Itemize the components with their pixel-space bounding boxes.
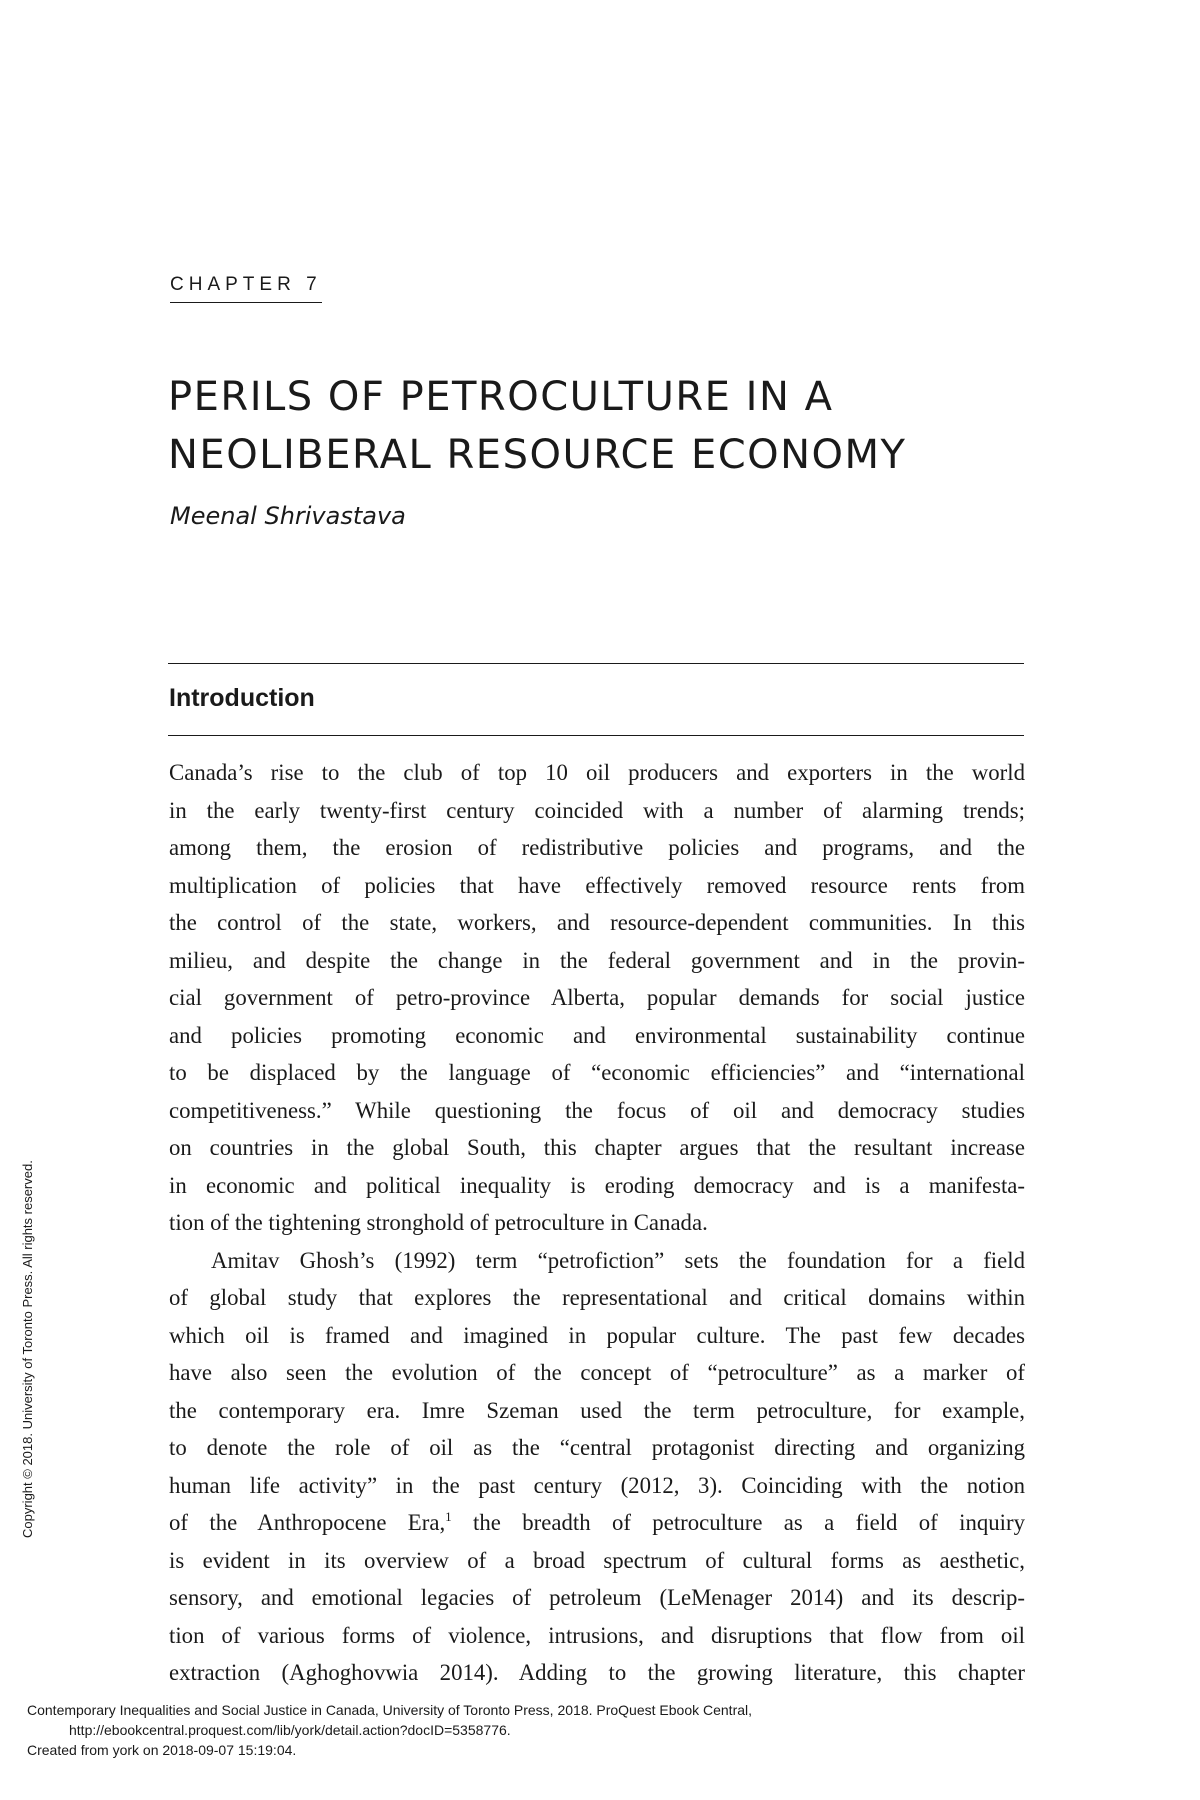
text-line: to be displaced by the language of “economic efficiencies” and “international (169, 1060, 1025, 1085)
text-line: to denote the role of oil as the “central protagonist directing and organizing (169, 1435, 1025, 1460)
chapter-title-line: NEOLIBERAL RESOURCE ECONOMY (168, 432, 907, 478)
text-line: the contemporary era. Imre Szeman used the term petroculture, for example, (169, 1397, 1025, 1423)
footer-created: Created from york on 2018-09-07 15:19:04. (27, 1742, 297, 1758)
paragraph (169, 1242, 1025, 1692)
text-fragment: the breadth of petroculture as a field of inquiry (451, 1510, 1025, 1535)
text-line: Canada’s rise to the club of top 10 oil producers and exporters in the world (169, 760, 1025, 785)
footer-citation: Contemporary Inequalities and Social Justice in Canada, University of Toronto Press, 2018. ProQuest Ebook Central, (27, 1702, 753, 1718)
text-line: sensory, and emotional legacies of petroleum (LeMenager 2014) and its descrip- (169, 1585, 1025, 1610)
text-line: of global study that explores the representational and critical domains within (169, 1285, 1025, 1310)
text-line: extraction (Aghoghovwia 2014). Adding to the growing literature, this chapter (169, 1660, 1025, 1685)
chapter-title (168, 368, 1068, 484)
text-line: which oil is framed and imagined in popular culture. The past few decades (169, 1322, 1025, 1348)
text-line: and policies promoting economic and environmental sustainability continue (169, 1022, 1025, 1048)
text-line: the control of the state, workers, and resource-dependent communities. In this (169, 910, 1025, 935)
section-rule-top (168, 663, 1024, 664)
text-fragment: of the Anthropocene Era, (169, 1510, 446, 1535)
text-line: have also seen the evolution of the concept of “petroculture” as a marker of (169, 1360, 1025, 1385)
text-line: tion of various forms of violence, intrusions, and disruptions that flow from oil (169, 1622, 1025, 1648)
text-line: milieu, and despite the change in the federal government and in the provin- (169, 947, 1025, 973)
section-heading: Introduction (169, 684, 315, 712)
paragraph (169, 754, 1025, 1242)
text-line: human life activity” in the past century (2012, 3). Coinciding with the notion (169, 1472, 1025, 1498)
text-line: among them, the erosion of redistributive policies and programs, and the (169, 835, 1025, 860)
text-line: is evident in its overview of a broad spectrum of cultural forms as aesthetic, (169, 1547, 1025, 1573)
text-line: in economic and political inequality is eroding democracy and is a manifesta- (169, 1172, 1025, 1198)
text-line: tion of the tightening stronghold of petroculture in Canada. (169, 1210, 708, 1235)
chapter-title-line: PERILS OF PETROCULTURE IN A (168, 374, 834, 420)
text-line: Amitav Ghosh’s (1992) term “petrofiction” sets the foundation for a field (211, 1247, 1025, 1273)
text-line: competitiveness.” While questioning the focus of oil and democracy studies (169, 1097, 1025, 1123)
chapter-label: CHAPTER 7 (170, 274, 322, 303)
author-name: Meenal Shrivastava (170, 502, 406, 530)
text-line: multiplication of policies that have effectively removed resource rents from (169, 872, 1025, 898)
text-line: on countries in the global South, this chapter argues that the resultant increase (169, 1135, 1025, 1160)
footer-url[interactable]: http://ebookcentral.proquest.com/lib/york/detail.action?docID=5358776. (69, 1722, 511, 1738)
page-footer (27, 1700, 752, 1760)
footnote-marker[interactable]: 1 (445, 1509, 452, 1524)
text-line: in the early twenty-first century coincided with a number of alarming trends; (169, 797, 1025, 823)
section-rule-bottom (168, 735, 1024, 736)
copyright-notice: Copyright © 2018. University of Toronto Press. All rights reserved. (20, 1160, 35, 1538)
text-line-with-footnote (169, 1504, 1025, 1542)
text-line: cial government of petro-province Alberta, popular demands for social justice (169, 985, 1025, 1010)
body-text (169, 754, 1025, 1692)
